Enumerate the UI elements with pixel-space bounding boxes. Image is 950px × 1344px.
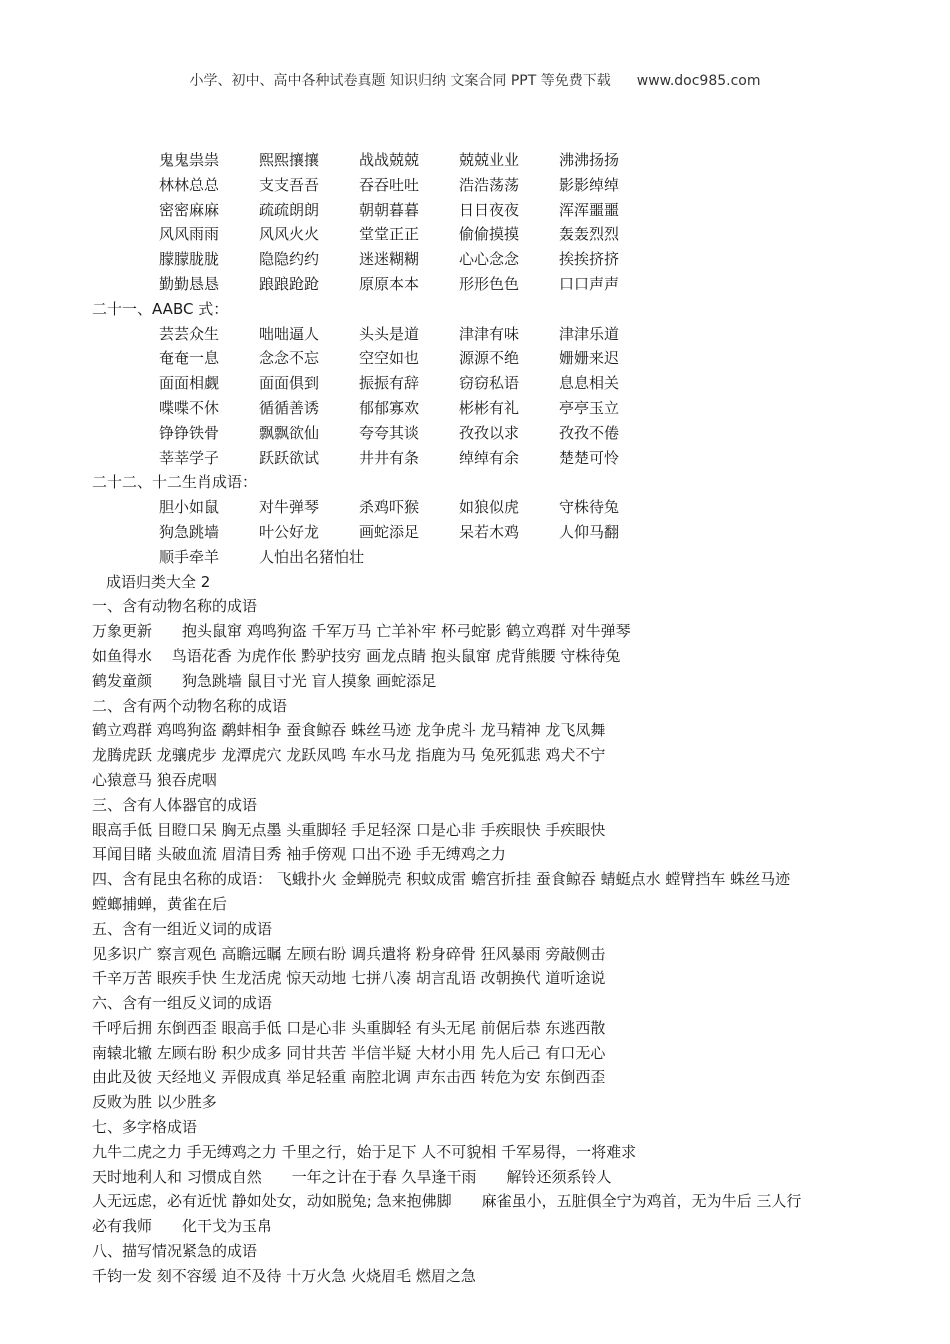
section-title-22: 二十二、十二生肖成语： <box>92 473 258 492</box>
idiom-cell: 面面俱到 <box>259 374 320 393</box>
idiom-cell: 郁郁寡欢 <box>359 398 420 417</box>
idiom-cell: 铮铮铁骨 <box>159 423 220 442</box>
idiom-line: 反败为胜 以少胜多 <box>92 1093 217 1112</box>
idiom-cell: 日日夜夜 <box>459 200 520 219</box>
idiom-cell: 守株待兔 <box>559 498 620 517</box>
idiom-cell: 飘飘欲仙 <box>259 423 320 442</box>
idiom-cell: 偷偷摸摸 <box>459 225 520 244</box>
idiom-cell: 莘莘学子 <box>159 448 220 467</box>
idiom-cell: 振振有辞 <box>359 374 420 393</box>
idiom-line: 见多识广 察言观色 高瞻远瞩 左顾右盼 调兵遣将 粉身碎骨 狂风暴雨 旁敲侧击 <box>92 944 606 963</box>
idiom-line: 天时地利人和 习惯成自然 一年之计在于春 久旱逢干雨 解铃还须系铃人 <box>92 1167 612 1186</box>
idiom-cell: 朝朝暮暮 <box>359 200 420 219</box>
idiom-line: 必有我师 化干戈为玉帛 <box>92 1217 273 1236</box>
idiom-cell: 画蛇添足 <box>359 522 420 541</box>
idiom-cell: 循循善诱 <box>259 398 320 417</box>
idiom-row <box>92 520 912 545</box>
idiom-line: 人无远虑，必有近忧 静如处女，动如脱兔; 急来抱佛脚 麻雀虽小，五脏俱全宁为鸡首，无为牛后 三人行 <box>92 1192 802 1211</box>
idiom-cell: 叶公好龙 <box>259 522 320 541</box>
idiom-cell: 孜孜以求 <box>459 423 520 442</box>
idiom-cell: 轰轰烈烈 <box>559 225 620 244</box>
idiom-row <box>92 545 912 570</box>
header-url[interactable]: www.doc985.com <box>636 73 761 89</box>
section-title: 八、描写情况紧急的成语 <box>92 1242 258 1261</box>
idiom-line: 如鱼得水 鸟语花香 为虎作伥 黔驴技穷 画龙点睛 抱头鼠窜 虎背熊腰 守株待兔 <box>92 646 621 665</box>
section-title: 一、含有动物名称的成语 <box>92 597 258 616</box>
idiom-cell: 源源不绝 <box>459 349 520 368</box>
subtitle: 成语归类大全 2 <box>106 572 211 591</box>
idiom-cell: 浩浩荡荡 <box>459 175 520 194</box>
idiom-cell: 迷迷糊糊 <box>359 250 420 269</box>
idiom-cell: 津津有味 <box>459 324 520 343</box>
section-title: 七、多字格成语 <box>92 1118 198 1137</box>
idiom-line: 南辕北辙 左顾右盼 积少成多 同甘共苦 半信半疑 大材小用 先人后己 有口无心 <box>92 1043 606 1062</box>
idiom-row <box>92 396 912 421</box>
idiom-line: 眼高手低 目瞪口呆 胸无点墨 头重脚轻 手足轻深 口是心非 手疾眼快 手疾眼快 <box>92 820 606 839</box>
section-title: 二、含有两个动物名称的成语 <box>92 696 288 715</box>
idiom-cell: 头头是道 <box>359 324 420 343</box>
section-title: 五、含有一组近义词的成语 <box>92 919 273 938</box>
idiom-cell: 孜孜不倦 <box>559 423 620 442</box>
idiom-cell: 林林总总 <box>159 175 220 194</box>
idiom-cell: 影影绰绰 <box>559 175 620 194</box>
idiom-cell: 空空如也 <box>359 349 420 368</box>
idiom-cell: 奄奄一息 <box>159 349 220 368</box>
document-body <box>92 148 912 1289</box>
idiom-cell: 兢兢业业 <box>459 151 520 169</box>
idiom-row <box>92 272 912 297</box>
idiom-line: 千呼后拥 东倒西歪 眼高手低 口是心非 头重脚轻 有头无尾 前倨后恭 东逃西散 <box>92 1018 606 1037</box>
idiom-cell: 挨挨挤挤 <box>559 250 620 269</box>
idiom-line: 耳闻目睹 头破血流 眉清目秀 袖手傍观 口出不逊 手无缚鸡之力 <box>92 845 506 864</box>
idiom-line: 鹤发童颜 狗急跳墙 鼠目寸光 盲人摸象 画蛇添足 <box>92 671 437 690</box>
idiom-cell: 隐隐约约 <box>259 250 320 269</box>
idiom-line: 千钧一发 刻不容缓 迫不及待 十万火急 火烧眉毛 燃眉之急 <box>92 1266 476 1285</box>
idiom-cell: 踉踉跄跄 <box>259 274 320 293</box>
idiom-cell: 密密麻麻 <box>159 200 220 219</box>
idiom-cell: 吞吞吐吐 <box>359 175 420 194</box>
idiom-line: 九牛二虎之力 手无缚鸡之力 千里之行，始于足下 人不可貌相 千军易得，一将难求 <box>92 1142 637 1161</box>
idiom-line: 万象更新 抱头鼠窜 鸡鸣狗盗 千军万马 亡羊补牢 杯弓蛇影 鹤立鸡群 对牛弹琴 <box>92 622 631 641</box>
idiom-cell: 念念不忘 <box>259 349 320 368</box>
idiom-row <box>92 198 912 223</box>
idiom-cell: 面面相觑 <box>159 374 220 393</box>
idiom-cell: 形形色色 <box>459 274 520 293</box>
idiom-row <box>92 322 912 347</box>
idiom-cell: 如狼似虎 <box>459 498 520 517</box>
idiom-row <box>92 346 912 371</box>
idiom-cell: 彬彬有礼 <box>459 398 520 417</box>
idiom-row <box>92 222 912 247</box>
idiom-cell: 胆小如鼠 <box>159 498 220 517</box>
idiom-line: 鹤立鸡群 鸡鸣狗盗 鹬蚌相争 蚕食鲸吞 蛛丝马迹 龙争虎斗 龙马精神 龙飞凤舞 <box>92 721 606 740</box>
idiom-row <box>92 371 912 396</box>
idiom-cell: 井井有条 <box>359 448 420 467</box>
idiom-cell: 姗姗来迟 <box>559 349 620 368</box>
idiom-cell: 勤勤恳恳 <box>159 274 220 293</box>
idiom-line: 四、含有昆虫名称的成语： 飞蛾扑火 金蝉脱壳 积蚊成雷 蟾宫折挂 蚕食鲸吞 蜻蜓点水 螳臂挡车 蛛丝马迹 <box>92 870 791 889</box>
section-title: 三、含有人体器官的成语 <box>92 795 258 814</box>
idiom-cell: 对牛弹琴 <box>259 498 320 517</box>
idiom-line: 心猿意马 狼吞虎咽 <box>92 770 217 789</box>
idiom-line: 螳螂捕蝉，黄雀在后 <box>92 894 228 913</box>
idiom-row <box>92 148 912 173</box>
idiom-cell: 朦朦胧胧 <box>159 250 220 269</box>
idiom-cell: 绰绰有余 <box>459 448 520 467</box>
idiom-cell: 楚楚可怜 <box>559 448 620 467</box>
idiom-row <box>92 247 912 272</box>
idiom-cell: 人怕出名猪怕壮 <box>259 547 365 566</box>
idiom-cell: 息息相关 <box>559 374 620 393</box>
idiom-row <box>92 421 912 446</box>
section-title: 六、含有一组反义词的成语 <box>92 994 273 1013</box>
idiom-cell: 顺手牵羊 <box>159 547 220 566</box>
idiom-cell: 芸芸众生 <box>159 324 220 343</box>
idiom-cell: 狗急跳墙 <box>159 522 220 541</box>
idiom-cell: 人仰马翻 <box>559 522 620 541</box>
idiom-cell: 心心念念 <box>459 250 520 269</box>
idiom-cell: 口口声声 <box>559 274 620 293</box>
idiom-cell: 风风火火 <box>259 225 320 244</box>
idiom-cell: 喋喋不休 <box>159 398 220 417</box>
section-title-21: 二十一、AABC 式： <box>92 299 229 318</box>
idiom-cell: 咄咄逼人 <box>259 324 320 343</box>
idiom-row <box>92 495 912 520</box>
idiom-cell: 跃跃欲试 <box>259 448 320 467</box>
idiom-cell: 风风雨雨 <box>159 225 220 244</box>
idiom-cell: 夸夸其谈 <box>359 423 420 442</box>
idiom-cell: 亭亭玉立 <box>559 398 620 417</box>
idiom-cell: 鬼鬼祟祟 <box>159 151 220 169</box>
idiom-row <box>92 173 912 198</box>
idiom-cell: 原原本本 <box>359 274 420 293</box>
idiom-cell: 浑浑噩噩 <box>559 200 620 219</box>
idiom-cell: 杀鸡吓猴 <box>359 498 420 517</box>
idiom-line: 由此及彼 天经地义 弄假成真 举足轻重 南腔北调 声东击西 转危为安 东倒西歪 <box>92 1068 606 1087</box>
idiom-cell: 呆若木鸡 <box>459 522 520 541</box>
idiom-line: 千辛万苦 眼疾手快 生龙活虎 惊天动地 七拼八凑 胡言乱语 改朝换代 道听途说 <box>92 969 606 988</box>
idiom-cell: 战战兢兢 <box>359 151 420 169</box>
header-text: 小学、初中、高中各种试卷真题 知识归纳 文案合同 PPT 等免费下载 <box>189 73 611 89</box>
idiom-cell: 津津乐道 <box>559 324 620 343</box>
idiom-cell: 堂堂正正 <box>359 225 420 244</box>
page-header <box>0 70 950 90</box>
idiom-row <box>92 446 912 471</box>
idiom-cell: 熙熙攘攘 <box>259 151 320 169</box>
idiom-cell: 窃窃私语 <box>459 374 520 393</box>
idiom-line: 龙腾虎跃 龙骧虎步 龙潭虎穴 龙跃凤鸣 车水马龙 指鹿为马 兔死狐悲 鸡犬不宁 <box>92 746 606 765</box>
idiom-cell: 疏疏朗朗 <box>259 200 320 219</box>
idiom-cell: 支支吾吾 <box>259 175 320 194</box>
idiom-cell: 沸沸扬扬 <box>559 151 620 169</box>
